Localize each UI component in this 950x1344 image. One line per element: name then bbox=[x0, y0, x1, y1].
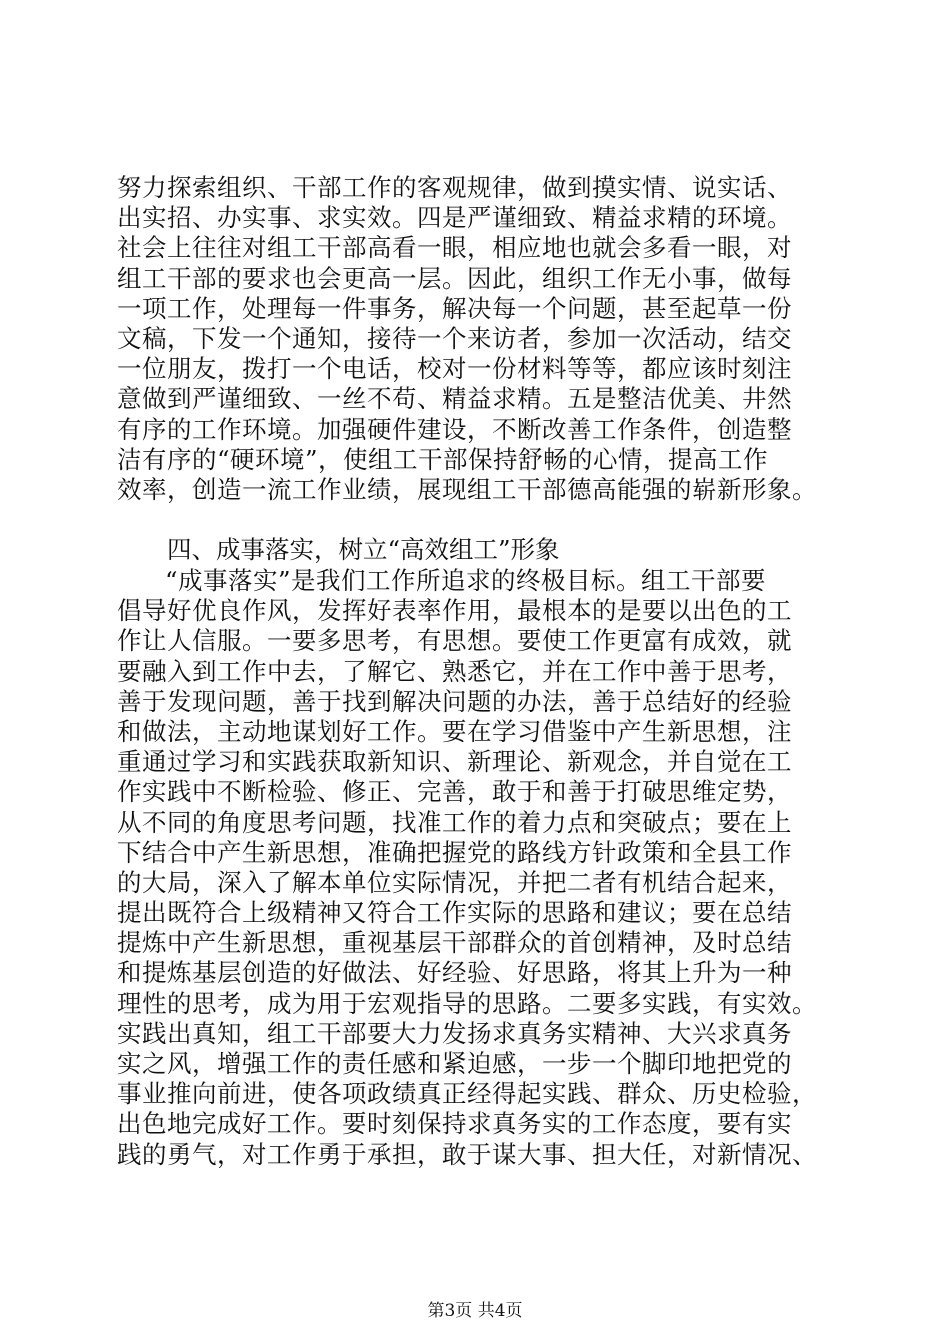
text-line: 下结合中产生新思想，准确把握党的路线方针政策和全县工作 bbox=[117, 837, 792, 867]
text-line: 出实招、办实事、求实效。四是严谨细致、精益求精的环境。 bbox=[117, 203, 792, 233]
text-line: 作让人信服。一要多思考，有思想。要使工作更富有成效，就 bbox=[117, 626, 792, 656]
text-line: 善于发现问题，善于找到解决问题的办法，善于总结好的经验 bbox=[117, 686, 792, 716]
text-line: 要融入到工作中去，了解它、熟悉它，并在工作中善于思考， bbox=[117, 656, 792, 686]
paragraph-2 bbox=[117, 566, 857, 1170]
text-line: “成事落实”是我们工作所追求的终极目标。组工干部要 bbox=[165, 566, 767, 595]
paragraph-1 bbox=[117, 173, 857, 505]
text-line: 实践出真知，组工干部要大力发扬求真务实精神、大兴求真务 bbox=[117, 1018, 792, 1048]
text-line: 努力探索组织、干部工作的客观规律，做到摸实情、说实话、 bbox=[117, 173, 792, 202]
text-line: 有序的工作环境。加强硬件建设，不断改善工作条件，创造整 bbox=[117, 414, 792, 444]
text-line: 意做到严谨细致、一丝不苟、精益求精。五是整洁优美、井然 bbox=[117, 384, 792, 414]
text-line: 效率，创造一流工作业绩，展现组工干部德高能强的崭新形象。 bbox=[117, 474, 817, 504]
text-line: 提出既符合上级精神又符合工作实际的思路和建议；要在总结 bbox=[117, 898, 792, 928]
text-line: 和做法，主动地谋划好工作。要在学习借鉴中产生新思想，注 bbox=[117, 716, 792, 746]
text-line: 提炼中产生新思想，重视基层干部群众的首创精神，及时总结 bbox=[117, 928, 792, 958]
text-line: 文稿，下发一个通知，接待一个来访者，参加一次活动，结交 bbox=[117, 323, 792, 353]
text-line: 出色地完成好工作。要时刻保持求真务实的工作态度，要有实 bbox=[117, 1109, 792, 1139]
text-line: 作实践中不断检验、修正、完善，敢于和善于打破思维定势， bbox=[117, 777, 792, 807]
text-line: 洁有序的“硬环境”，使组工干部保持舒畅的心情，提高工作 bbox=[117, 444, 769, 474]
text-line: 的大局，深入了解本单位实际情况，并把二者有机结合起来， bbox=[117, 867, 792, 897]
text-line: 从不同的角度思考问题，找准工作的着力点和突破点；要在上 bbox=[117, 807, 792, 837]
text-line: 组工干部的要求也会更高一层。因此，组织工作无小事，做每 bbox=[117, 263, 792, 293]
text-line: 一位朋友，拨打一个电话，校对一份材料等等，都应该时刻注 bbox=[117, 354, 792, 384]
text-line: 实之风，增强工作的责任感和紧迫感，一步一个脚印地把党的 bbox=[117, 1049, 792, 1078]
text-line: 社会上往往对组工干部高看一眼，相应地也就会多看一眼，对 bbox=[117, 233, 792, 263]
text-line: 一项工作，处理每一件事务，解决每一个问题，甚至起草一份 bbox=[117, 293, 792, 323]
page-footer: 第3页 共4页 bbox=[427, 1301, 523, 1321]
text-line: 重通过学习和实践获取新知识、新理论、新观念，并自觉在工 bbox=[117, 747, 792, 777]
text-line: 践的勇气，对工作勇于承担，敢于谋大事、担大任，对新情况、 bbox=[117, 1139, 817, 1169]
text-line: 理性的思考，成为用于宏观指导的思路。二要多实践，有实效。 bbox=[117, 988, 817, 1018]
text-line: 事业推向前进，使各项政绩真正经得起实践、群众、历史检验， bbox=[117, 1079, 817, 1109]
section-heading: 四、成事落实，树立“高效组工”形象 bbox=[167, 535, 560, 564]
text-line: 倡导好优良作风，发挥好表率作用，最根本的是要以出色的工 bbox=[117, 596, 792, 626]
text-line: 和提炼基层创造的好做法、好经验、好思路，将其上升为一种 bbox=[117, 958, 792, 988]
